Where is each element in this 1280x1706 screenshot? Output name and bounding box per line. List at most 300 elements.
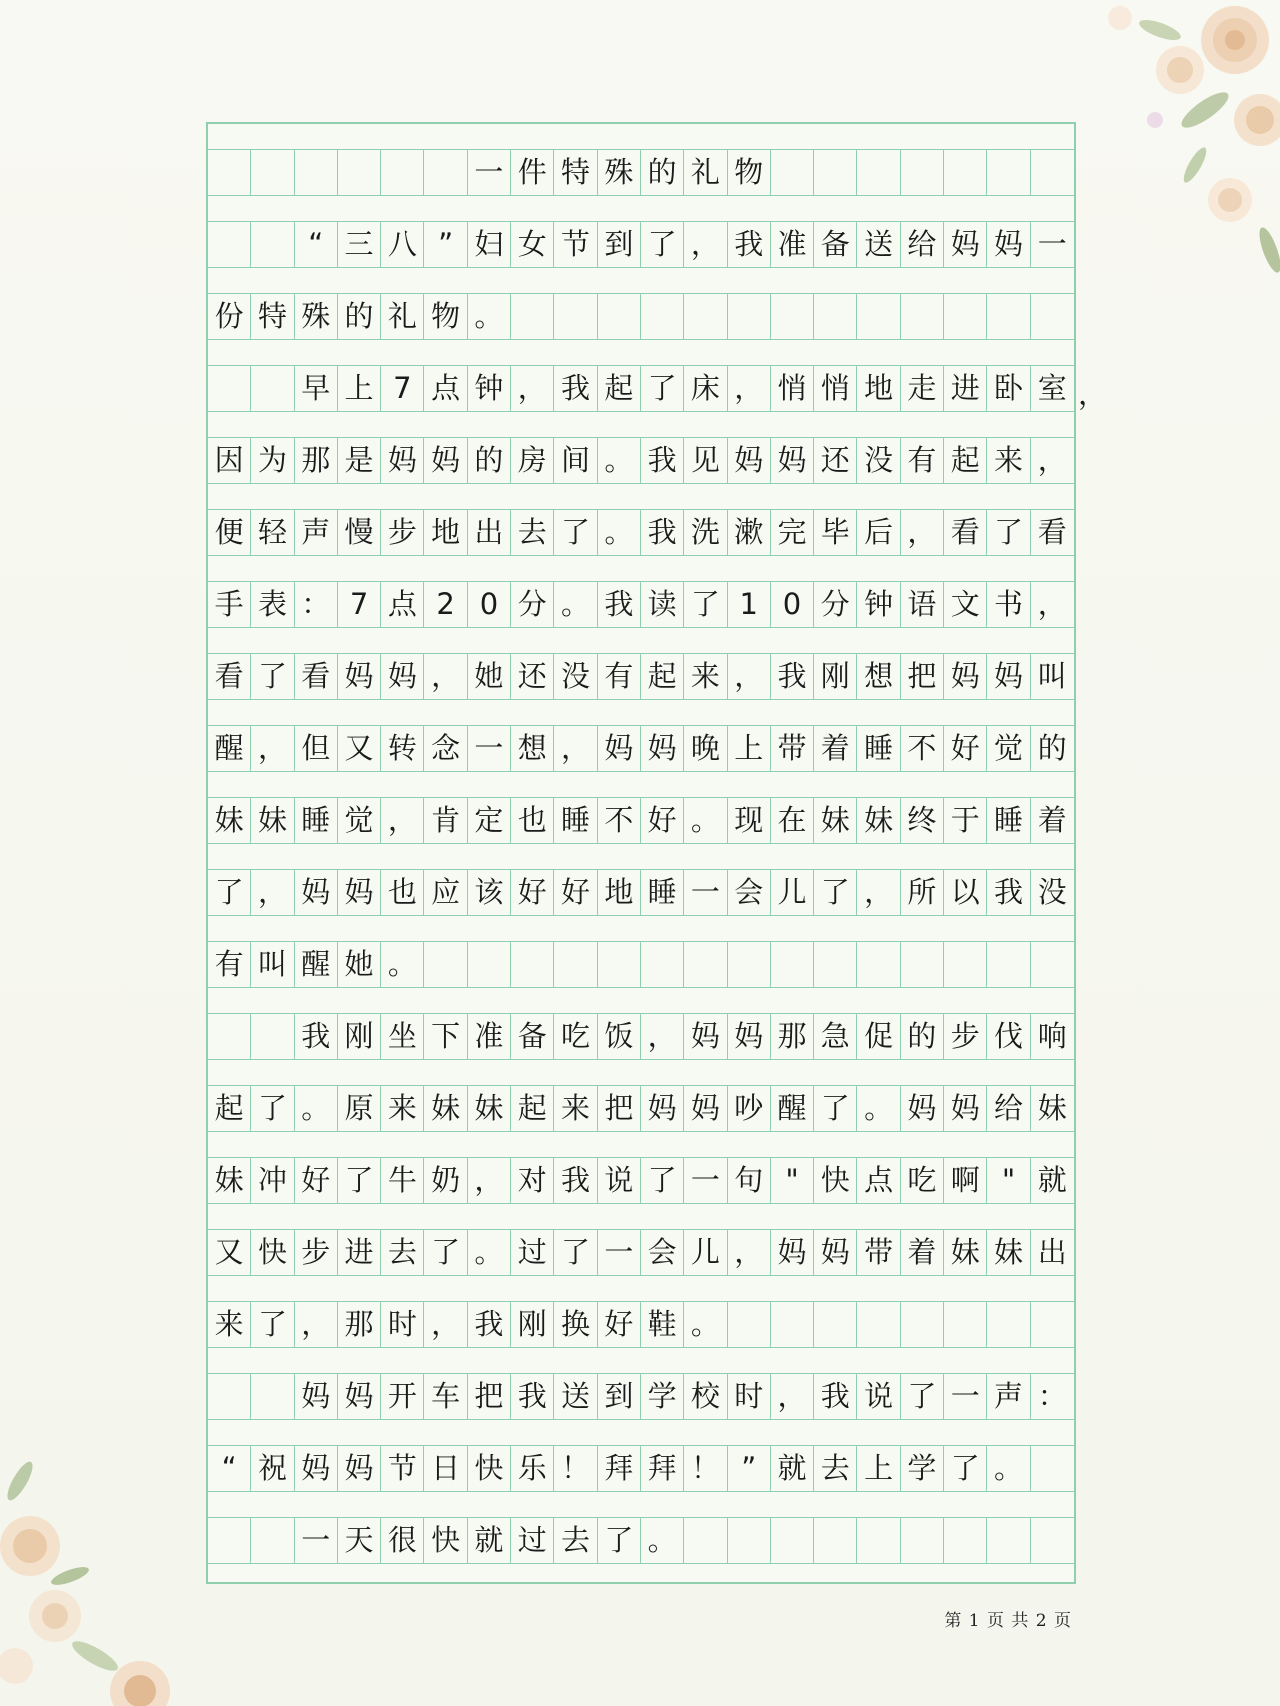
grid-cell: 儿 xyxy=(771,870,814,915)
grid-cells xyxy=(208,1446,1074,1492)
grid-cell: 终 xyxy=(901,798,944,843)
grid-cell: 来 xyxy=(987,438,1030,483)
grid-cell: 钟 xyxy=(468,366,511,411)
grid-cell: 妈 xyxy=(987,654,1030,699)
grid-cell: 特 xyxy=(554,150,597,195)
grid-cell: 妈 xyxy=(987,222,1030,267)
grid-cell: 快 xyxy=(814,1158,857,1203)
grid-cell xyxy=(901,942,944,987)
grid-cell: 妈 xyxy=(295,1374,338,1419)
grid-cell: 起 xyxy=(944,438,987,483)
grid-cell xyxy=(251,222,294,267)
grid-cell: 晚 xyxy=(684,726,727,771)
grid-cell: 进 xyxy=(338,1230,381,1275)
grid-cell: ， xyxy=(901,510,944,555)
grid-cell: 一 xyxy=(944,1374,987,1419)
grid-cell: 。 xyxy=(857,1086,900,1131)
grid-cell: 转 xyxy=(381,726,424,771)
grid-cell: 着 xyxy=(901,1230,944,1275)
grid-cell: 那 xyxy=(338,1302,381,1347)
grid-cells xyxy=(208,942,1074,988)
grid-cell: 于 xyxy=(944,798,987,843)
grid-cell: 妈 xyxy=(338,1446,381,1491)
grid-cells xyxy=(208,798,1074,844)
grid-cell: 没 xyxy=(554,654,597,699)
grid-cell xyxy=(814,150,857,195)
grid-cell: 在 xyxy=(771,798,814,843)
grid-cell: 该 xyxy=(468,870,511,915)
grid-cell: 妹 xyxy=(251,798,294,843)
grid-cell: 。 xyxy=(468,1230,511,1275)
grid-cell: 我 xyxy=(641,438,684,483)
grid-cell: 出 xyxy=(1037,1235,1067,1269)
grid-cell: 肯 xyxy=(424,798,467,843)
grid-cell xyxy=(944,942,987,987)
grid-cell: 看 xyxy=(944,510,987,555)
grid-cell: 件 xyxy=(511,150,554,195)
grid-cell: 备 xyxy=(814,222,857,267)
grid-cell: 手 xyxy=(208,582,251,627)
grid-cell: 轻 xyxy=(251,510,294,555)
grid-cell: 后 xyxy=(857,510,900,555)
grid-cell: 点 xyxy=(381,582,424,627)
grid-cell xyxy=(468,942,511,987)
grid-cell: 冲 xyxy=(251,1158,294,1203)
grid-cell: 了 xyxy=(641,222,684,267)
grid-cell: 分 xyxy=(814,582,857,627)
row-spacer xyxy=(208,988,1074,1014)
grid-row xyxy=(208,1060,1074,1132)
grid-cell: 物 xyxy=(424,294,467,339)
grid-cell: 妈 xyxy=(641,726,684,771)
grid-cell: ， xyxy=(511,366,554,411)
grid-cell: 也 xyxy=(381,870,424,915)
grid-cell: 妈 xyxy=(641,1086,684,1131)
grid-cell: 妈 xyxy=(771,1230,814,1275)
grid-cell xyxy=(728,294,771,339)
grid-cell: 准 xyxy=(771,222,814,267)
grid-cells xyxy=(208,1302,1074,1348)
grid-cell: 开 xyxy=(381,1374,424,1419)
grid-cell: 出 xyxy=(468,510,511,555)
grid-cell: 看 xyxy=(208,654,251,699)
grid-cell: 又 xyxy=(208,1230,251,1275)
grid-cell: 特 xyxy=(251,294,294,339)
grid-cell: 我 xyxy=(295,1014,338,1059)
grid-cell: 对 xyxy=(511,1158,554,1203)
grid-row xyxy=(208,412,1074,484)
grid-cell xyxy=(1031,1302,1074,1347)
grid-cell: 进 xyxy=(944,366,987,411)
grid-cell xyxy=(338,150,381,195)
grid-cell xyxy=(208,1014,251,1059)
grid-cell: 吃 xyxy=(901,1158,944,1203)
grid-cell: 八 xyxy=(381,222,424,267)
grid-cell: 了 xyxy=(944,1446,987,1491)
grid-cells xyxy=(208,294,1074,340)
grid-row xyxy=(208,1132,1074,1204)
grid-cell: 去 xyxy=(554,1518,597,1563)
grid-cell: 应 xyxy=(424,870,467,915)
grid-cell xyxy=(987,1302,1030,1347)
grid-cell: 节 xyxy=(381,1446,424,1491)
grid-cell: ， xyxy=(728,366,771,411)
grid-cell: 点 xyxy=(857,1158,900,1203)
grid-cell: ！ xyxy=(684,1446,727,1491)
grid-cell: 妈 xyxy=(944,1086,987,1131)
row-spacer xyxy=(208,196,1074,222)
grid-cell: 了 xyxy=(901,1374,944,1419)
grid-cell: 车 xyxy=(424,1374,467,1419)
grid-cell xyxy=(511,294,554,339)
grid-row xyxy=(208,1276,1074,1348)
grid-cell: 还 xyxy=(511,654,554,699)
grid-cell: 一 xyxy=(468,150,511,195)
row-spacer xyxy=(208,412,1074,438)
grid-cell: 快 xyxy=(251,1230,294,1275)
grid-cell: 了 xyxy=(208,870,251,915)
grid-cells xyxy=(208,726,1074,772)
grid-cell xyxy=(511,942,554,987)
grid-cell: 很 xyxy=(381,1518,424,1563)
grid-cell: 来 xyxy=(684,654,727,699)
grid-cell: 有 xyxy=(901,438,944,483)
grid-cell: 地 xyxy=(598,870,641,915)
grid-cell: 妈 xyxy=(295,1446,338,1491)
grid-cell: 把 xyxy=(468,1374,511,1419)
grid-row xyxy=(208,916,1074,988)
grid-cell xyxy=(295,150,338,195)
grid-cell: 因 xyxy=(208,438,251,483)
grid-cell: ， xyxy=(728,1230,771,1275)
grid-cell: 7 xyxy=(338,582,381,627)
grid-cell: 了 xyxy=(338,1158,381,1203)
grid-cell: 我 xyxy=(554,366,597,411)
grid-cell: 响 xyxy=(1037,1019,1067,1053)
grid-cell: ， xyxy=(251,726,294,771)
grid-cell: 。 xyxy=(641,1518,684,1563)
overflow-comma: ， xyxy=(1078,377,1108,411)
grid-cell: 妹 xyxy=(814,798,857,843)
grid-cell: " xyxy=(987,1158,1030,1203)
grid-cell: 毕 xyxy=(814,510,857,555)
grid-cell: 洗 xyxy=(684,510,727,555)
grid-cell: 一 xyxy=(598,1230,641,1275)
grid-cell: 的 xyxy=(641,150,684,195)
grid-cell: 送 xyxy=(857,222,900,267)
grid-cell: 我 xyxy=(468,1302,511,1347)
grid-cell: 表 xyxy=(251,582,294,627)
grid-cell: 走 xyxy=(901,366,944,411)
grid-cell xyxy=(208,366,251,411)
row-spacer xyxy=(208,124,1074,150)
grid-cell: 刚 xyxy=(814,654,857,699)
grid-cell: 就 xyxy=(468,1518,511,1563)
row-spacer xyxy=(208,1060,1074,1086)
grid-cell: 了 xyxy=(554,510,597,555)
grid-cell xyxy=(944,150,987,195)
grid-row xyxy=(208,124,1074,196)
grid-cell: ， xyxy=(424,1302,467,1347)
grid-cell: 醒 xyxy=(771,1086,814,1131)
grid-cell: 上 xyxy=(728,726,771,771)
grid-cells xyxy=(208,870,1074,916)
grid-row xyxy=(208,268,1074,340)
grid-cell xyxy=(1031,942,1074,987)
grid-cell: 上 xyxy=(857,1446,900,1491)
composition-grid-paper xyxy=(206,122,1108,1584)
row-spacer xyxy=(208,1492,1074,1518)
grid-cell: 一 xyxy=(295,1518,338,1563)
grid-cell: 定 xyxy=(468,798,511,843)
grid-cell: 那 xyxy=(771,1014,814,1059)
grid-cell: 一 xyxy=(468,726,511,771)
grid-cell xyxy=(251,1374,294,1419)
grid-cell: 我 xyxy=(987,870,1030,915)
grid-cell: 醒 xyxy=(295,942,338,987)
grid-cell: 。 xyxy=(468,294,511,339)
grid-cell xyxy=(251,150,294,195)
grid-cell: 了 xyxy=(641,366,684,411)
grid-cell: 一 xyxy=(684,1158,727,1203)
grid-cell xyxy=(771,150,814,195)
grid-cells xyxy=(208,1086,1074,1132)
grid-cell: 天 xyxy=(338,1518,381,1563)
grid-cell xyxy=(944,1302,987,1347)
grid-cell: 妹 xyxy=(857,798,900,843)
grid-cell xyxy=(771,942,814,987)
grid-cell: 书 xyxy=(987,582,1030,627)
grid-cell: 刚 xyxy=(338,1014,381,1059)
row-spacer xyxy=(208,1420,1074,1446)
grid-cell xyxy=(987,150,1030,195)
grid-cell: 促 xyxy=(857,1014,900,1059)
grid-cell: 了 xyxy=(641,1158,684,1203)
grid-cell: ， xyxy=(1037,587,1067,621)
grid-cell: 妈 xyxy=(295,870,338,915)
grid-cell: 。 xyxy=(987,1446,1030,1491)
grid-cell: 睡 xyxy=(857,726,900,771)
grid-cell: 也 xyxy=(511,798,554,843)
grid-cell: 。 xyxy=(554,582,597,627)
grid-cell: 妈 xyxy=(424,438,467,483)
grid-cell xyxy=(598,294,641,339)
grid-cell: 过 xyxy=(511,1518,554,1563)
grid-cell xyxy=(814,1518,857,1563)
grid-cell: 快 xyxy=(424,1518,467,1563)
grid-cell: 妹 xyxy=(208,798,251,843)
grid-cell: 觉 xyxy=(987,726,1030,771)
grid-cell xyxy=(684,294,727,339)
grid-cell xyxy=(251,366,294,411)
grid-cell: 就 xyxy=(771,1446,814,1491)
grid-cell: 步 xyxy=(381,510,424,555)
grid-row xyxy=(208,1204,1074,1276)
grid-cell: 去 xyxy=(381,1230,424,1275)
grid-cell xyxy=(251,1518,294,1563)
grid-cell: 送 xyxy=(554,1374,597,1419)
grid-cell: 现 xyxy=(728,798,771,843)
grid-cell xyxy=(684,942,727,987)
row-spacer xyxy=(208,1348,1074,1374)
grid-cell: 我 xyxy=(814,1374,857,1419)
grid-cell: ， xyxy=(857,870,900,915)
grid-cell: 语 xyxy=(901,582,944,627)
grid-cell: 妈 xyxy=(381,438,424,483)
row-spacer xyxy=(208,844,1074,870)
row-spacer xyxy=(208,1204,1074,1230)
grid-cell: 准 xyxy=(468,1014,511,1059)
grid-cell: 起 xyxy=(598,366,641,411)
grid-cell: ， xyxy=(295,1302,338,1347)
grid-cell xyxy=(944,294,987,339)
grid-cell: 看 xyxy=(1037,515,1067,549)
grid-cell: 备 xyxy=(511,1014,554,1059)
grid-cell: 的 xyxy=(468,438,511,483)
grid-cell: 叫 xyxy=(1037,659,1067,693)
grid-cell: 物 xyxy=(728,150,771,195)
grid-cell: 妈 xyxy=(338,870,381,915)
grid-cell: 刚 xyxy=(511,1302,554,1347)
grid-cell: 我 xyxy=(511,1374,554,1419)
grid-cell: 0 xyxy=(468,582,511,627)
grid-cell: 床 xyxy=(684,366,727,411)
grid-cell: 坐 xyxy=(381,1014,424,1059)
grid-row xyxy=(208,772,1074,844)
grid-cell xyxy=(208,1374,251,1419)
grid-cell: 睡 xyxy=(987,798,1030,843)
grid-cell: 妈 xyxy=(901,1086,944,1131)
row-spacer xyxy=(208,340,1074,366)
grid-cell xyxy=(857,942,900,987)
grid-row xyxy=(208,196,1074,268)
grid-cell: 的 xyxy=(1037,731,1067,765)
grid-cell: 拜 xyxy=(641,1446,684,1491)
grid-cell: 还 xyxy=(814,438,857,483)
grid-cells xyxy=(208,582,1074,628)
row-spacer xyxy=(208,700,1074,726)
grid-cell: 殊 xyxy=(598,150,641,195)
grid-cell: ， xyxy=(424,654,467,699)
grid-cell: 上 xyxy=(338,366,381,411)
grid-cell xyxy=(987,294,1030,339)
grid-cell: 学 xyxy=(641,1374,684,1419)
grid-cell xyxy=(771,294,814,339)
row-spacer xyxy=(208,268,1074,294)
grid-row xyxy=(208,700,1074,772)
grid-cell: 间 xyxy=(554,438,597,483)
grid-cell: 所 xyxy=(901,870,944,915)
grid-cell: 想 xyxy=(857,654,900,699)
grid-cell: 啊 xyxy=(944,1158,987,1203)
grid-cell: 悄 xyxy=(814,366,857,411)
grid-cell: 来 xyxy=(554,1086,597,1131)
grid-cells xyxy=(208,1518,1074,1564)
grid-cell: “ xyxy=(295,222,338,267)
grid-cell: 了 xyxy=(598,1518,641,1563)
grid-cell: 带 xyxy=(857,1230,900,1275)
row-spacer xyxy=(208,1276,1074,1302)
grid-cell: 了 xyxy=(814,1086,857,1131)
grid-cell xyxy=(901,150,944,195)
grid-cell: 妹 xyxy=(987,1230,1030,1275)
grid-cell: 睡 xyxy=(295,798,338,843)
grid-cell xyxy=(728,1518,771,1563)
grid-cell: 地 xyxy=(424,510,467,555)
grid-cell xyxy=(857,1518,900,1563)
grid-cell: 好 xyxy=(295,1158,338,1203)
grid-cell: 又 xyxy=(338,726,381,771)
grid-cell: 殊 xyxy=(295,294,338,339)
row-spacer xyxy=(208,1132,1074,1158)
grid-row xyxy=(208,340,1074,412)
grid-cell xyxy=(641,942,684,987)
grid-cell: 快 xyxy=(468,1446,511,1491)
grid-cell: 妹 xyxy=(1037,1091,1067,1125)
grid-cell: 我 xyxy=(641,510,684,555)
grid-cell: 乐 xyxy=(511,1446,554,1491)
grid-cell: ” xyxy=(728,1446,771,1491)
grid-cell: 妈 xyxy=(944,222,987,267)
grid-cell: 地 xyxy=(857,366,900,411)
grid-cell: 她 xyxy=(468,654,511,699)
grid-cell xyxy=(944,1518,987,1563)
grid-cell xyxy=(1031,1518,1074,1563)
grid-cell: 好 xyxy=(554,870,597,915)
grid-cell: 没 xyxy=(857,438,900,483)
grid-cell: 伐 xyxy=(987,1014,1030,1059)
grid-cell: 妈 xyxy=(771,438,814,483)
grid-row xyxy=(208,556,1074,628)
grid-cell: 。 xyxy=(598,438,641,483)
grid-cell: 妈 xyxy=(338,654,381,699)
grid-cell: 睡 xyxy=(641,870,684,915)
grid-cell: 带 xyxy=(771,726,814,771)
grid-cell: 饭 xyxy=(598,1014,641,1059)
grid-cell xyxy=(208,150,251,195)
grid-cell: 我 xyxy=(728,222,771,267)
grid-cell: 妈 xyxy=(684,1086,727,1131)
grid-cell: 会 xyxy=(641,1230,684,1275)
grid-row xyxy=(208,628,1074,700)
grid-cell xyxy=(1031,294,1074,339)
grid-cell: 钟 xyxy=(857,582,900,627)
grid-cell xyxy=(814,942,857,987)
grid-cell xyxy=(901,1302,944,1347)
grid-cell: 说 xyxy=(857,1374,900,1419)
grid-cell xyxy=(857,150,900,195)
grid-cell: 那 xyxy=(295,438,338,483)
grid-cell xyxy=(814,1302,857,1347)
grid-cell: 了 xyxy=(251,1302,294,1347)
grid-cell: 不 xyxy=(598,798,641,843)
grid-cell: 起 xyxy=(208,1086,251,1131)
grid-cell: 好 xyxy=(598,1302,641,1347)
grid-cell: 我 xyxy=(598,582,641,627)
grid-cell: 说 xyxy=(598,1158,641,1203)
grid-cell: 房 xyxy=(511,438,554,483)
grid-cell xyxy=(554,294,597,339)
grid-cell: 校 xyxy=(684,1374,727,1419)
grid-cell xyxy=(424,942,467,987)
grid-cell xyxy=(554,942,597,987)
grid-cell: 急 xyxy=(814,1014,857,1059)
grid-cell xyxy=(857,1302,900,1347)
grid-cell: 了 xyxy=(987,510,1030,555)
grid-cell: 着 xyxy=(814,726,857,771)
grid-cell: 室 xyxy=(1037,371,1067,405)
grid-cell: 7 xyxy=(381,366,424,411)
